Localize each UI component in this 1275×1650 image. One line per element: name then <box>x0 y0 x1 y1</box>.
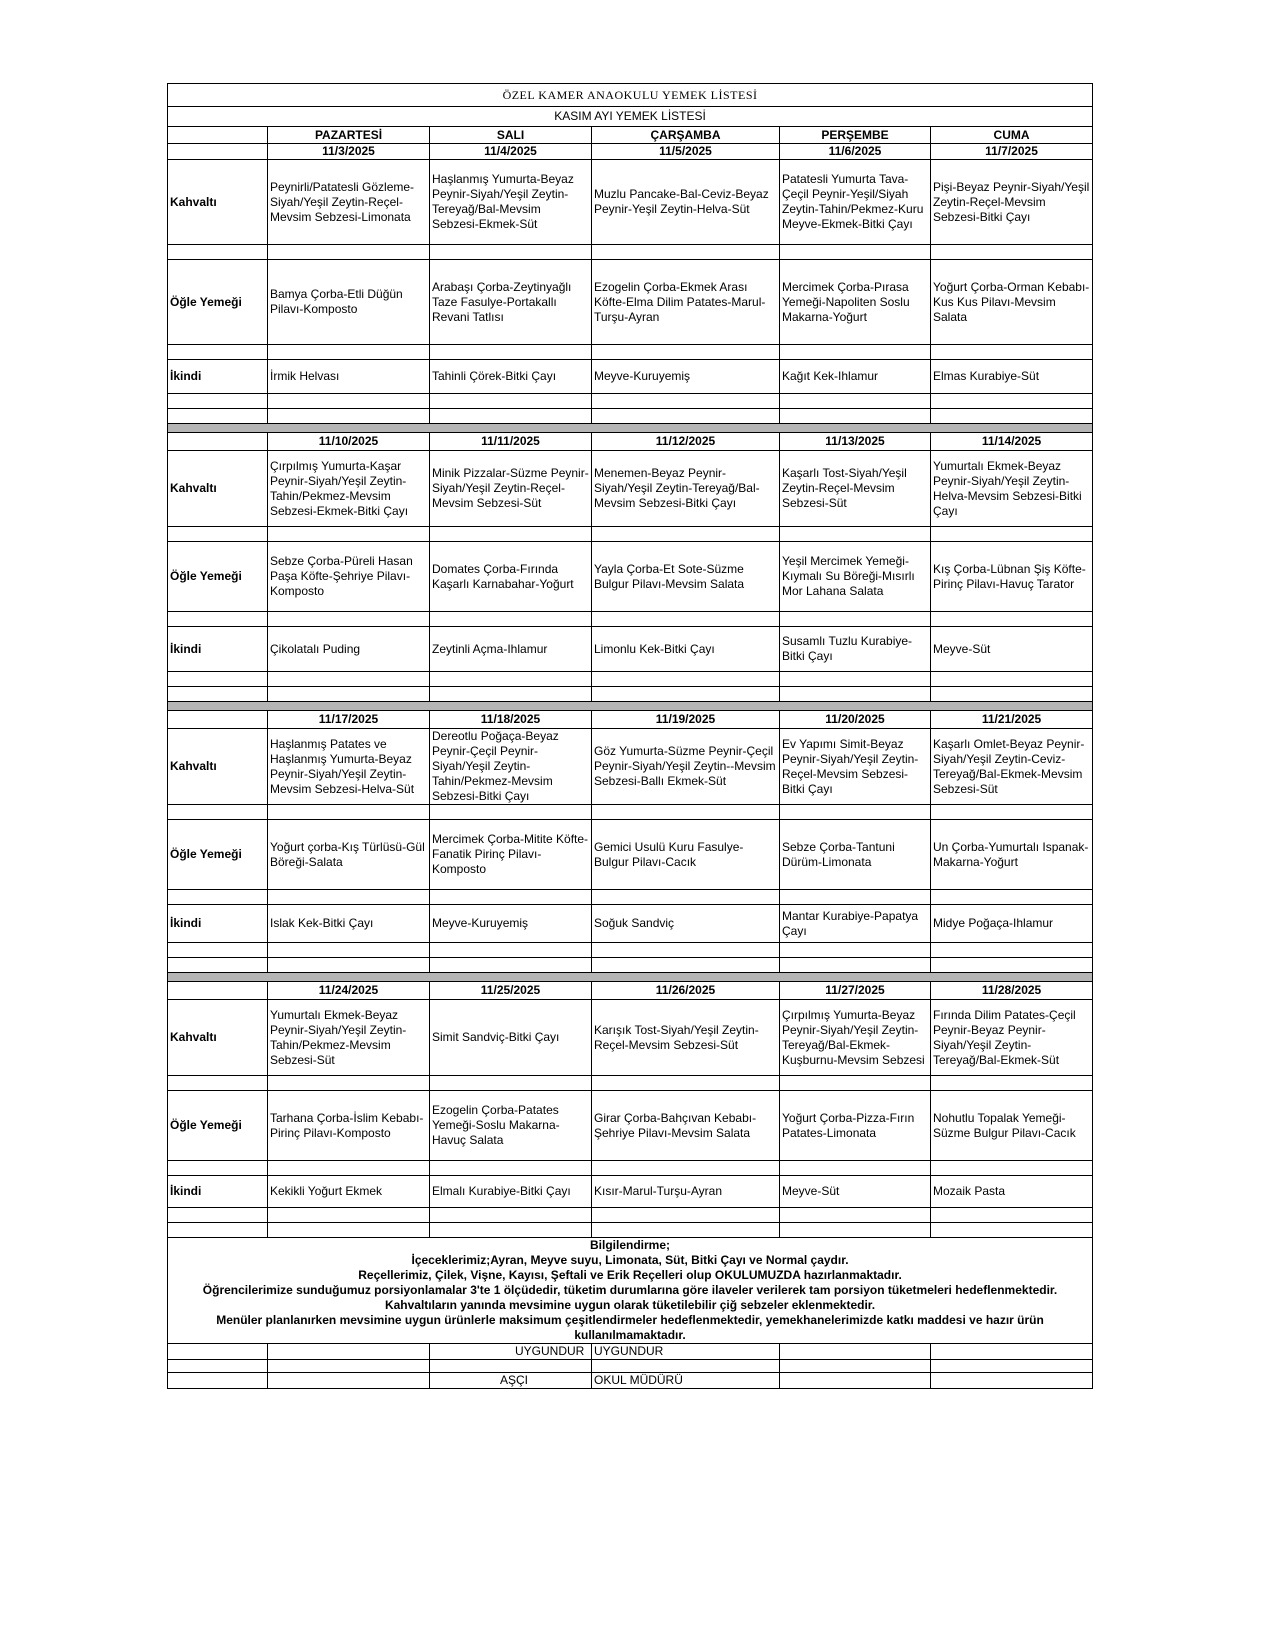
menu-cell: Yeşil Mercimek Yemeği-Kıymalı Su Böreği-Mısırlı Mor Lahana Salata <box>780 542 931 612</box>
menu-cell: Simit Sandviç-Bitki Çayı <box>430 1000 592 1076</box>
menu-cell: Kış Çorba-Lübnan Şiş Köfte-Pirinç Pilavı-Havuç Tarator <box>931 542 1093 612</box>
info-heading: Bilgilendirme; <box>590 1238 671 1252</box>
spacer-row <box>168 1161 1093 1176</box>
approval-label: UYGUNDUR <box>430 1344 592 1360</box>
empty-cell <box>168 1373 268 1389</box>
spacer-row <box>168 943 1093 958</box>
meal-row-breakfast <box>168 1000 1093 1076</box>
date-row-blank <box>168 433 268 451</box>
empty-cell <box>268 672 430 687</box>
empty-cell <box>268 890 430 905</box>
spacer-row <box>168 527 1093 542</box>
empty-cell <box>780 394 931 409</box>
empty-cell <box>592 612 780 627</box>
menu-cell: Yoğurt çorba-Kış Türlüsü-Gül Böreği-Salata <box>268 820 430 890</box>
empty-cell <box>931 1373 1093 1389</box>
menu-cell: Kısır-Marul-Turşu-Ayran <box>592 1176 780 1208</box>
empty-cell <box>592 1360 780 1373</box>
empty-cell <box>592 958 780 973</box>
empty-cell <box>268 805 430 820</box>
menu-cell: Fırında Dilim Patates-Çeçil Peynir-Beyaz Peynir-Siyah/Yeşil Zeytin-Tereyağ/Bal-Ekmek-Süt <box>931 1000 1093 1076</box>
menu-cell: Islak Kek-Bitki Çayı <box>268 905 430 943</box>
menu-cell: Ezogelin Çorba-Patates Yemeği-Soslu Makarna-Havuç Salata <box>430 1091 592 1161</box>
meal-row-lunch <box>168 820 1093 890</box>
day-header-row <box>168 127 1093 144</box>
meal-label: Öğle Yemeği <box>168 542 268 612</box>
meal-label: Kahvaltı <box>168 451 268 527</box>
empty-cell <box>780 890 931 905</box>
empty-cell <box>430 805 592 820</box>
empty-cell <box>780 687 931 702</box>
menu-cell: Minik Pizzalar-Süzme Peynir-Siyah/Yeşil Zeytin-Reçel-Mevsim Sebzesi-Süt <box>430 451 592 527</box>
empty-cell <box>168 1208 268 1223</box>
menu-cell: Kaşarlı Tost-Siyah/Yeşil Zeytin-Reçel-Mevsim Sebzesi-Süt <box>780 451 931 527</box>
menu-cell: Girar Çorba-Bahçıvan Kebabı-Şehriye Pilavı-Mevsim Salata <box>592 1091 780 1161</box>
day-name: CUMA <box>931 127 1093 144</box>
empty-cell <box>268 394 430 409</box>
empty-cell <box>430 687 592 702</box>
menu-cell: Haşlanmış Patates ve Haşlanmış Yumurta-Beyaz Peynir-Siyah/Yeşil Zeytin-Mevsim Sebzesi-Helva-Süt <box>268 729 430 805</box>
meal-row-breakfast <box>168 451 1093 527</box>
menu-cell: Muzlu Pancake-Bal-Ceviz-Beyaz Peynir-Yeşil Zeytin-Helva-Süt <box>592 160 780 245</box>
empty-cell <box>780 1223 931 1238</box>
empty-cell <box>168 805 268 820</box>
menu-cell: Domates Çorba-Fırında Kaşarlı Karnabahar-Yoğurt <box>430 542 592 612</box>
empty-cell <box>780 1076 931 1091</box>
meal-label: Kahvaltı <box>168 1000 268 1076</box>
empty-cell <box>592 672 780 687</box>
empty-cell <box>592 345 780 360</box>
meal-row-lunch <box>168 1091 1093 1161</box>
empty-cell <box>430 1076 592 1091</box>
menu-cell: Meyve-Süt <box>931 627 1093 672</box>
empty-cell <box>168 612 268 627</box>
spacer-row <box>168 1208 1093 1223</box>
empty-cell <box>268 1223 430 1238</box>
menu-cell: Yoğurt Çorba-Pizza-Fırın Patates-Limonata <box>780 1091 931 1161</box>
empty-cell <box>931 1223 1093 1238</box>
empty-cell <box>430 890 592 905</box>
empty-cell <box>592 1076 780 1091</box>
empty-cell <box>780 1373 931 1389</box>
empty-cell <box>430 527 592 542</box>
date-cell: 11/27/2025 <box>780 982 931 1000</box>
day-name: PERŞEMBE <box>780 127 931 144</box>
menu-cell: Göz Yumurta-Süzme Peynir-Çeçil Peynir-Siyah/Yeşil Zeytin--Mevsim Sebzesi-Ballı Ekmek-Süt <box>592 729 780 805</box>
empty-cell <box>168 890 268 905</box>
menu-cell: Yumurtalı Ekmek-Beyaz Peynir-Siyah/Yeşil Zeytin-Tahin/Pekmez-Mevsim Sebzesi-Süt <box>268 1000 430 1076</box>
empty-cell <box>780 409 931 424</box>
empty-cell <box>592 409 780 424</box>
empty-cell <box>780 345 931 360</box>
signature-row <box>168 1344 1093 1360</box>
empty-cell <box>780 1161 931 1176</box>
spacer-row <box>168 1076 1093 1091</box>
date-row <box>168 144 1093 160</box>
menu-cell: Elmalı Kurabiye-Bitki Çayı <box>430 1176 592 1208</box>
empty-cell <box>430 672 592 687</box>
empty-cell <box>931 345 1093 360</box>
empty-cell <box>931 1344 1093 1360</box>
empty-cell <box>780 1344 931 1360</box>
menu-cell: Pişi-Beyaz Peynir-Siyah/Yeşil Zeytin-Reçel-Mevsim Sebzesi-Bitki Çayı <box>931 160 1093 245</box>
day-name: SALI <box>430 127 592 144</box>
info-line: Menüler planlanırken mevsimine uygun ürünlerle maksimum çeşitlendirmeler hedeflenmektedir, yemekhanelerimizde katkı maddesi ve hazır ürün kullanılmamaktadır. <box>216 1313 1044 1342</box>
empty-cell <box>780 1360 931 1373</box>
empty-cell <box>168 1076 268 1091</box>
date-cell: 11/24/2025 <box>268 982 430 1000</box>
menu-cell: Kaşarlı Omlet-Beyaz Peynir-Siyah/Yeşil Zeytin-Ceviz-Tereyağ/Bal-Ekmek-Mevsim Sebzesi-Süt <box>931 729 1093 805</box>
menu-cell: Limonlu Kek-Bitki Çayı <box>592 627 780 672</box>
day-name: ÇARŞAMBA <box>592 127 780 144</box>
menu-cell: Gemici Usulü Kuru Fasulye-Bulgur Pilavı-Cacık <box>592 820 780 890</box>
empty-cell <box>592 527 780 542</box>
separator-bar <box>168 424 1093 433</box>
info-block <box>168 1238 1093 1344</box>
empty-cell <box>168 1344 268 1360</box>
date-cell: 11/25/2025 <box>430 982 592 1000</box>
meal-label: Kahvaltı <box>168 160 268 245</box>
empty-cell <box>592 805 780 820</box>
meal-label: İkindi <box>168 905 268 943</box>
menu-cell: Meyve-Kuruyemiş <box>430 905 592 943</box>
menu-cell: Mozaik Pasta <box>931 1176 1093 1208</box>
menu-cell: Un Çorba-Yumurtalı Ispanak-Makarna-Yoğurt <box>931 820 1093 890</box>
empty-cell <box>780 527 931 542</box>
menu-cell: Soğuk Sandviç <box>592 905 780 943</box>
date-cell: 11/6/2025 <box>780 144 931 160</box>
empty-cell <box>780 958 931 973</box>
date-cell: 11/14/2025 <box>931 433 1093 451</box>
date-cell: 11/17/2025 <box>268 711 430 729</box>
menu-cell: Midye Poğaça-Ihlamur <box>931 905 1093 943</box>
menu-cell: Meyve-Kuruyemiş <box>592 360 780 394</box>
info-line: Reçellerimiz, Çilek, Vişne, Kayısı, Şeftali ve Erik Reçelleri olup OKULUMUZDA hazırlanmaktadır. <box>358 1268 902 1282</box>
menu-cell: Yayla Çorba-Et Sote-Süzme Bulgur Pilavı-Mevsim Salata <box>592 542 780 612</box>
empty-cell <box>592 687 780 702</box>
signature-role: OKUL MÜDÜRÜ <box>592 1373 780 1389</box>
empty-cell <box>592 245 780 260</box>
empty-cell <box>931 1208 1093 1223</box>
spacer-row <box>168 612 1093 627</box>
empty-cell <box>168 409 268 424</box>
menu-cell: Çırpılmış Yumurta-Beyaz Peynir-Siyah/Yeşil Zeytin-Tereyağ/Bal-Ekmek-Kuşburnu-Mevsim Sebzesi <box>780 1000 931 1076</box>
signature-role: AŞÇI <box>430 1373 592 1389</box>
menu-cell: Elmas Kurabiye-Süt <box>931 360 1093 394</box>
menu-cell: Ezogelin Çorba-Ekmek Arası Köfte-Elma Dilim Patates-Marul-Turşu-Ayran <box>592 260 780 345</box>
empty-cell <box>430 394 592 409</box>
empty-cell <box>268 527 430 542</box>
signature-role-row <box>168 1373 1093 1389</box>
meal-label: Öğle Yemeği <box>168 260 268 345</box>
menu-cell: Susamlı Tuzlu Kurabiye-Bitki Çayı <box>780 627 931 672</box>
spacer-row <box>168 394 1093 409</box>
menu-cell: Menemen-Beyaz Peynir-Siyah/Yeşil Zeytin-Tereyağ/Bal-Mevsim Sebzesi-Bitki Çayı <box>592 451 780 527</box>
spacer-row <box>168 245 1093 260</box>
empty-cell <box>430 409 592 424</box>
empty-cell <box>780 612 931 627</box>
empty-cell <box>268 1208 430 1223</box>
menu-cell: Çikolatalı Puding <box>268 627 430 672</box>
separator-bar <box>168 973 1093 982</box>
date-row-blank <box>168 711 268 729</box>
empty-cell <box>430 1161 592 1176</box>
empty-cell <box>168 345 268 360</box>
empty-cell <box>268 1373 430 1389</box>
date-cell: 11/20/2025 <box>780 711 931 729</box>
date-cell: 11/3/2025 <box>268 144 430 160</box>
menu-cell: Patatesli Yumurta Tava-Çeçil Peynir-Yeşil/Siyah Zeytin-Tahin/Pekmez-Kuru Meyve-Ekmek-Bitki Çayı <box>780 160 931 245</box>
empty-cell <box>168 1223 268 1238</box>
date-cell: 11/7/2025 <box>931 144 1093 160</box>
week-separator <box>168 973 1093 982</box>
page-subtitle: KASIM AYI YEMEK LİSTESİ <box>168 107 1093 127</box>
spacer-row <box>168 687 1093 702</box>
meal-row-lunch <box>168 542 1093 612</box>
menu-cell: Yoğurt Çorba-Orman Kebabı-Kus Kus Pilavı-Mevsim Salata <box>931 260 1093 345</box>
empty-cell <box>780 805 931 820</box>
meal-row-snack <box>168 905 1093 943</box>
menu-cell: Arabaşı Çorba-Zeytinyağlı Taze Fasulye-Portakallı Revani Tatlısı <box>430 260 592 345</box>
meal-row-snack <box>168 627 1093 672</box>
date-cell: 11/21/2025 <box>931 711 1093 729</box>
empty-cell <box>592 943 780 958</box>
empty-cell <box>592 394 780 409</box>
empty-cell <box>430 345 592 360</box>
menu-cell: İrmik Helvası <box>268 360 430 394</box>
empty-cell <box>931 958 1093 973</box>
menu-cell: Kekikli Yoğurt Ekmek <box>268 1176 430 1208</box>
empty-cell <box>268 943 430 958</box>
empty-cell <box>931 1360 1093 1373</box>
empty-cell <box>168 394 268 409</box>
empty-cell <box>268 1344 430 1360</box>
empty-cell <box>780 1208 931 1223</box>
info-line: Öğrencilerimize sunduğumuz porsiyonlamalar 3'te 1 ölçüdedir, tüketim durumlarına göre ilaveler verilerek tam porsiyon tüketmeleri hedeflenmektedir. <box>202 1283 1058 1297</box>
menu-cell: Bamya Çorba-Etli Düğün Pilavı-Komposto <box>268 260 430 345</box>
spacer-row <box>168 345 1093 360</box>
meal-label: İkindi <box>168 627 268 672</box>
meal-row-breakfast <box>168 160 1093 245</box>
menu-cell: Tarhana Çorba-İslim Kebabı-Pirinç Pilavı-Komposto <box>268 1091 430 1161</box>
menu-cell: Ev Yapımı Simit-Beyaz Peynir-Siyah/Yeşil Zeytin-Reçel-Mevsim Sebzesi-Bitki Çayı <box>780 729 931 805</box>
empty-cell <box>168 1360 268 1373</box>
empty-cell <box>430 1360 592 1373</box>
info-row <box>168 1238 1093 1344</box>
empty-cell <box>931 943 1093 958</box>
menu-cell: Mercimek Çorba-Mitite Köfte-Fanatik Pirinç Pilavı-Komposto <box>430 820 592 890</box>
empty-cell <box>592 1223 780 1238</box>
empty-cell <box>931 394 1093 409</box>
date-cell: 11/26/2025 <box>592 982 780 1000</box>
date-cell: 11/4/2025 <box>430 144 592 160</box>
empty-cell <box>430 943 592 958</box>
empty-cell <box>931 612 1093 627</box>
empty-cell <box>168 943 268 958</box>
menu-cell: Karışık Tost-Siyah/Yeşil Zeytin-Reçel-Mevsim Sebzesi-Süt <box>592 1000 780 1076</box>
menu-cell: Mercimek Çorba-Pırasa Yemeği-Napoliten Soslu Makarna-Yoğurt <box>780 260 931 345</box>
empty-cell <box>168 958 268 973</box>
empty-cell <box>430 1208 592 1223</box>
empty-cell <box>268 1360 430 1373</box>
info-line: Kahvaltıların yanında mevsimine uygun olarak tüketilebilir çiğ sebzeler eklenmektedir. <box>384 1298 876 1312</box>
empty-cell <box>780 245 931 260</box>
empty-cell <box>931 805 1093 820</box>
empty-cell <box>430 612 592 627</box>
meal-label: İkindi <box>168 1176 268 1208</box>
date-row <box>168 433 1093 451</box>
menu-cell: Dereotlu Poğaça-Beyaz Peynir-Çeçil Peynir-Siyah/Yeşil Zeytin-Tahin/Pekmez-Mevsim Sebzesi-Bitki Çayı <box>430 729 592 805</box>
empty-cell <box>268 958 430 973</box>
empty-cell <box>168 687 268 702</box>
date-cell: 11/10/2025 <box>268 433 430 451</box>
date-cell: 11/28/2025 <box>931 982 1093 1000</box>
meal-label: Öğle Yemeği <box>168 1091 268 1161</box>
menu-cell: Yumurtalı Ekmek-Beyaz Peynir-Siyah/Yeşil Zeytin-Helva-Mevsim Sebzesi-Bitki Çayı <box>931 451 1093 527</box>
empty-cell <box>931 687 1093 702</box>
empty-cell <box>592 1161 780 1176</box>
spacer-row <box>168 409 1093 424</box>
spacer-row <box>168 958 1093 973</box>
empty-cell <box>268 245 430 260</box>
date-row <box>168 711 1093 729</box>
date-cell: 11/5/2025 <box>592 144 780 160</box>
spacer-row <box>168 890 1093 905</box>
empty-cell <box>268 612 430 627</box>
meal-label: Öğle Yemeği <box>168 820 268 890</box>
page-title: ÖZEL KAMER ANAOKULU YEMEK LİSTESİ <box>168 84 1093 107</box>
date-row-blank <box>168 982 268 1000</box>
date-cell: 11/11/2025 <box>430 433 592 451</box>
empty-cell <box>931 672 1093 687</box>
date-row <box>168 982 1093 1000</box>
spacer-row <box>168 672 1093 687</box>
date-cell: 11/12/2025 <box>592 433 780 451</box>
meal-label: Kahvaltı <box>168 729 268 805</box>
empty-cell <box>430 958 592 973</box>
menu-table <box>167 83 1093 1389</box>
meal-row-snack <box>168 360 1093 394</box>
empty-cell <box>168 672 268 687</box>
menu-cell: Peynirli/Patatesli Gözleme-Siyah/Yeşil Zeytin-Reçel-Mevsim Sebzesi-Limonata <box>268 160 430 245</box>
meal-row-breakfast <box>168 729 1093 805</box>
empty-cell <box>931 1076 1093 1091</box>
week-separator <box>168 702 1093 711</box>
menu-cell: Sebze Çorba-Tantuni Dürüm-Limonata <box>780 820 931 890</box>
spacer-row <box>168 1223 1093 1238</box>
empty-cell <box>168 1161 268 1176</box>
menu-cell: Sebze Çorba-Püreli Hasan Paşa Köfte-Şehriye Pilavı-Komposto <box>268 542 430 612</box>
date-cell: 11/13/2025 <box>780 433 931 451</box>
empty-cell <box>931 527 1093 542</box>
menu-cell: Haşlanmış Yumurta-Beyaz Peynir-Siyah/Yeşil Zeytin-Tereyağ/Bal-Mevsim Sebzesi-Ekmek-Süt <box>430 160 592 245</box>
empty-cell <box>168 527 268 542</box>
empty-cell <box>931 409 1093 424</box>
menu-cell: Zeytinli Açma-Ihlamur <box>430 627 592 672</box>
empty-cell <box>268 1076 430 1091</box>
menu-cell: Çırpılmış Yumurta-Kaşar Peynir-Siyah/Yeşil Zeytin-Tahin/Pekmez-Mevsim Sebzesi-Ekmek-Bitki Çayı <box>268 451 430 527</box>
empty-cell <box>592 890 780 905</box>
meal-label: İkindi <box>168 360 268 394</box>
menu-cell: Tahinli Çörek-Bitki Çayı <box>430 360 592 394</box>
empty-cell <box>780 672 931 687</box>
menu-cell: Nohutlu Topalak Yemeği-Süzme Bulgur Pilavı-Cacık <box>931 1091 1093 1161</box>
empty-cell <box>268 1161 430 1176</box>
date-cell: 11/18/2025 <box>430 711 592 729</box>
empty-cell <box>931 890 1093 905</box>
menu-cell: Kağıt Kek-Ihlamur <box>780 360 931 394</box>
spacer-row <box>168 1360 1093 1373</box>
date-row-blank <box>168 144 268 160</box>
meal-row-lunch <box>168 260 1093 345</box>
empty-cell <box>780 943 931 958</box>
day-name: PAZARTESİ <box>268 127 430 144</box>
spacer-row <box>168 805 1093 820</box>
empty-cell <box>430 1223 592 1238</box>
info-line: İçeceklerimiz;Ayran, Meyve suyu, Limonata, Süt, Bitki Çayı ve Normal çaydır. <box>411 1253 849 1267</box>
menu-cell: Mantar Kurabiye-Papatya Çayı <box>780 905 931 943</box>
empty-cell <box>430 245 592 260</box>
empty-cell <box>168 245 268 260</box>
empty-cell <box>931 245 1093 260</box>
empty-cell <box>268 687 430 702</box>
empty-cell <box>931 1161 1093 1176</box>
empty-cell <box>268 409 430 424</box>
empty-cell <box>592 1208 780 1223</box>
day-header-blank <box>168 127 268 144</box>
empty-cell <box>268 345 430 360</box>
date-cell: 11/19/2025 <box>592 711 780 729</box>
week-separator <box>168 424 1093 433</box>
meal-row-snack <box>168 1176 1093 1208</box>
menu-cell: Meyve-Süt <box>780 1176 931 1208</box>
separator-bar <box>168 702 1093 711</box>
approval-label: UYGUNDUR <box>592 1344 780 1360</box>
